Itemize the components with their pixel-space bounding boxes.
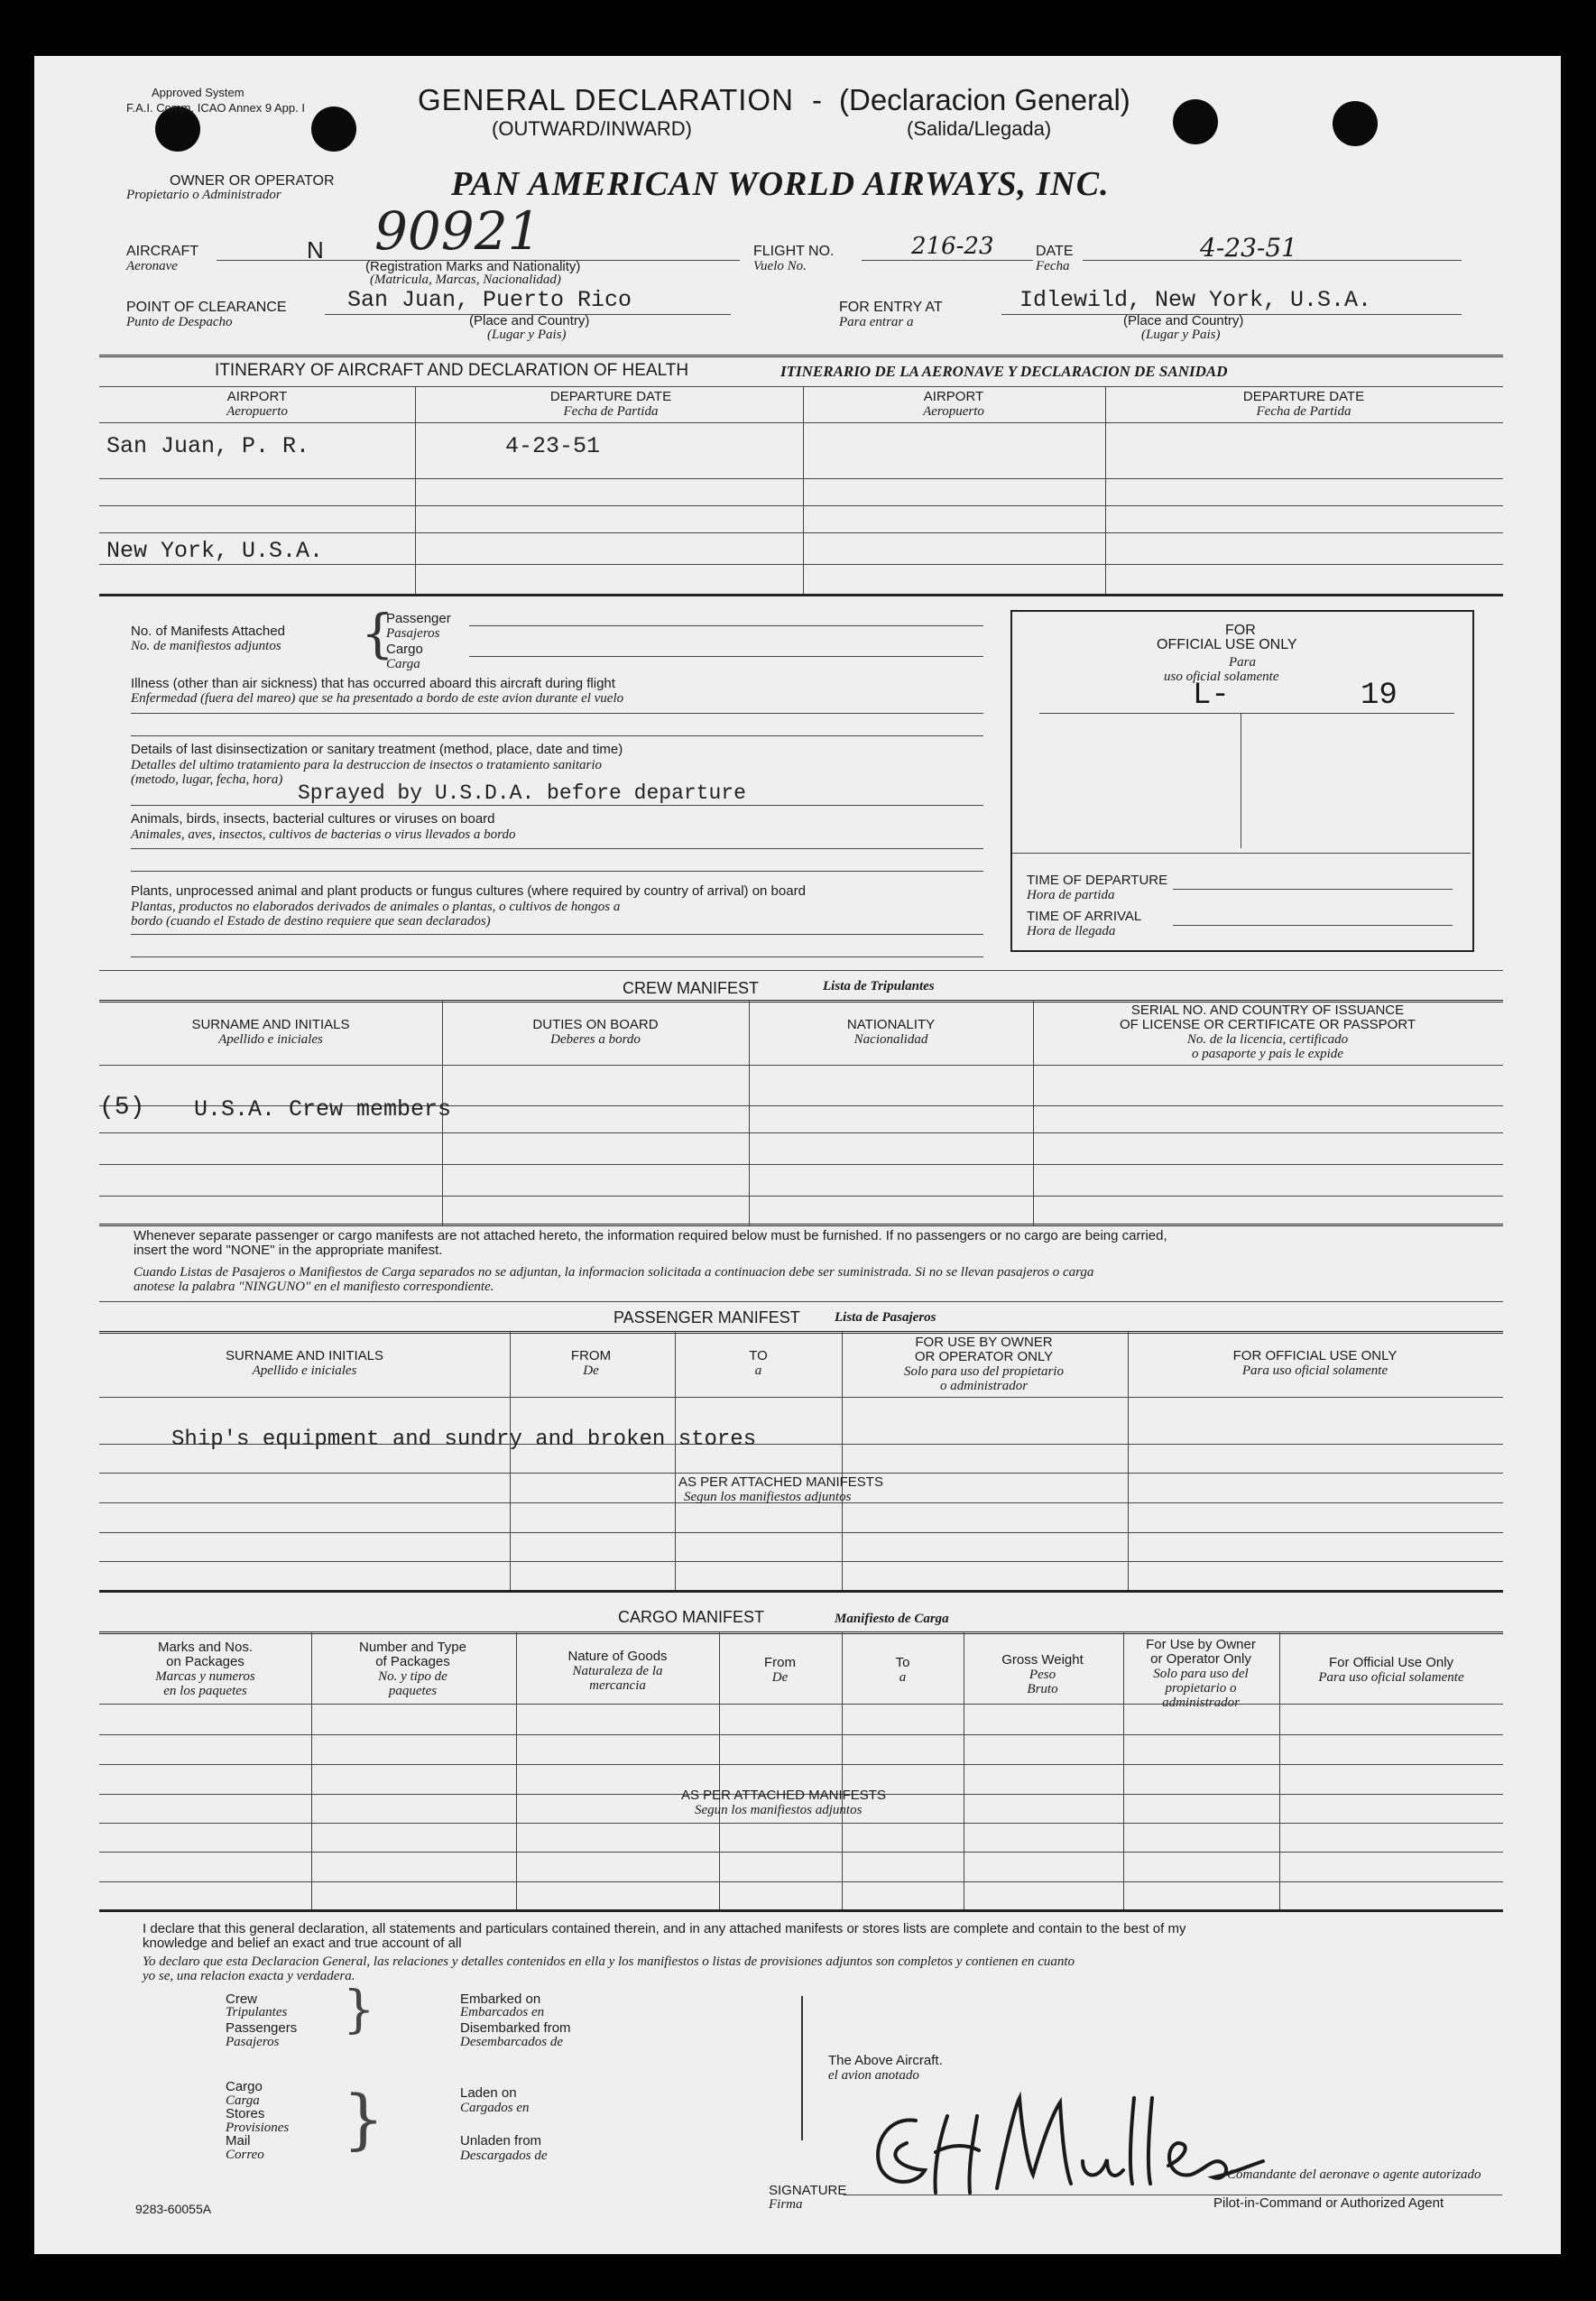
decl-embarked-label: Embarked on <box>460 1991 541 2007</box>
declaration-text-spanish: Yo declaro que esta Declaracion General, las relaciones y detalles contenidos en ella y los manifiestos o listas de provisiones adjuntos son completos y contienen en cuanto <box>143 1954 1075 1969</box>
official-stamp-a: L- <box>1193 679 1230 713</box>
manifests-label: No. of Manifests Attached <box>131 624 285 639</box>
passenger-entry: Ship's equipment and sundry and broken stores <box>171 1428 757 1452</box>
cargo-to-header: To a <box>895 1655 910 1685</box>
crew-col-divider <box>1033 1000 1034 1225</box>
official-box-rule <box>1012 853 1471 854</box>
punch-hole-icon <box>1333 101 1378 146</box>
itinerary-row-rule <box>99 532 1503 533</box>
passenger-col-divider <box>675 1331 676 1593</box>
manifests-passenger-line <box>469 625 983 626</box>
itinerary-airport-header: AIRPORT Aeropuerto <box>226 389 288 419</box>
itinerary-top-rule <box>99 355 1503 360</box>
disinsect-label: Details of last disinsectization or sanitary treatment (method, place, date and time) <box>131 742 623 757</box>
itinerary-title-spanish: ITINERARIO DE LA AERONAVE Y DECLARACION DE SANIDAD <box>780 363 1228 380</box>
notice-text-spanish-2: anotese la palabra "NINGUNO" en el manifiesto correspondiente. <box>134 1280 494 1294</box>
manifests-passenger-label: Passenger <box>386 611 451 626</box>
disinsect-label-spanish-2: (metodo, lugar, fecha, hora) <box>131 772 283 787</box>
cargo-from-header: From De <box>764 1655 796 1685</box>
cargo-per-manifests-es: Segun los manifiestos adjuntos <box>695 1803 863 1817</box>
decl-crew-label: Crew <box>226 1991 258 2007</box>
decl-cargo-label: Cargo <box>226 2079 263 2094</box>
cargo-owner-header: For Use by Owner or Operator Only Solo para uso del propietario o administrador <box>1146 1637 1256 1710</box>
notice-text: Whenever separate passenger or cargo manifests are not attached hereto, the information required below must be furnished. If no passengers or no cargo are being carried, <box>134 1228 1167 1243</box>
decl-stores-label-es: Provisiones <box>226 2121 290 2135</box>
decl-mail-label-es: Correo <box>226 2148 264 2162</box>
crew-duties-header: DUTIES ON BOARD Deberes a bordo <box>532 1017 659 1047</box>
owner-label-spanish: Propietario o Administrador <box>126 188 281 202</box>
cargo-row-rule <box>99 1881 1503 1882</box>
date-label: DATE <box>1036 244 1074 259</box>
form-subtitle-spanish: (Salida/Llegada) <box>907 117 1052 140</box>
plants-label-spanish-2: bordo (cuando el Estado de destino requiere que sean declarados) <box>131 914 491 929</box>
cargo-weight-header: Gross Weight Peso Bruto <box>1001 1652 1084 1696</box>
illness-line <box>131 735 983 736</box>
cargo-title-spanish: Manifiesto de Carga <box>835 1612 949 1626</box>
decl-brace-2: } <box>343 2081 384 2157</box>
illness-label: Illness (other than air sickness) that has occurred aboard this aircraft during flight <box>131 676 615 691</box>
clearance-value: San Juan, Puerto Rico <box>347 287 632 313</box>
passenger-to-header: TO a <box>749 1348 768 1378</box>
aircraft-registration-value: 90921 <box>374 200 541 262</box>
animals-label-spanish: Animales, aves, insectos, cultivos de bacterias o virus llevados a bordo <box>131 827 516 842</box>
passenger-owner-header: FOR USE BY OWNER OR OPERATOR ONLY Solo para uso del propietario o administrador <box>904 1335 1064 1393</box>
crew-row-rule <box>99 1164 1503 1165</box>
aircraft-no-label: N <box>307 236 324 263</box>
cargo-col-divider <box>516 1631 517 1911</box>
notice-text-spanish: Cuando Listas de Pasajeros o Manifiestos de Carga separados no se adjuntan, la informacion solicitada a continuacion debe ser suministrada. Si no se llevan pasajeros o carga <box>134 1265 1094 1280</box>
official-for-label: FOR <box>1225 623 1256 638</box>
passenger-per-manifests: AS PER ATTACHED MANIFESTS <box>678 1474 883 1490</box>
passenger-per-manifests-es: Segun los manifiestos adjuntos <box>684 1490 852 1504</box>
signature-label: SIGNATURE <box>769 2183 847 2198</box>
decl-mail-label: Mail <box>226 2133 251 2149</box>
crew-count: (5) <box>99 1094 145 1122</box>
manifests-passenger-label-es: Pasajeros <box>386 626 440 641</box>
illness-line <box>131 713 983 714</box>
notice-text-2: insert the word "NONE" in the appropriate manifest. <box>134 1243 443 1258</box>
official-use-label-es: Para <box>1229 655 1256 670</box>
entry-note-spanish: (Lugar y Pais) <box>1141 328 1221 342</box>
registration-note: (Registration Marks and Nationality) <box>365 259 581 274</box>
passenger-header-rule <box>99 1331 1503 1336</box>
manifests-cargo-line <box>469 656 983 657</box>
cargo-col-divider <box>1279 1631 1280 1911</box>
cargo-col-divider <box>719 1631 720 1911</box>
aircraft-label-spanish: Aeronave <box>126 259 178 273</box>
passenger-row-rule <box>99 1397 1503 1398</box>
animals-label: Animals, birds, insects, bacterial cultures or viruses on board <box>131 811 495 827</box>
clearance-note: (Place and Country) <box>469 313 590 328</box>
form-title: GENERAL DECLARATION <box>418 83 794 116</box>
decl-unladen-label: Unladen from <box>460 2133 542 2149</box>
owner-label: OWNER OR OPERATOR <box>170 173 335 189</box>
passenger-row-rule <box>99 1561 1503 1562</box>
cargo-goods-header: Nature of Goods Naturaleza de la mercancia <box>567 1649 668 1693</box>
entry-label-spanish: Para entrar a <box>839 315 914 329</box>
plants-line <box>131 934 983 935</box>
itinerary-row-rule <box>99 478 1503 479</box>
decl-bracket-line <box>801 1996 803 2140</box>
decl-stores-label: Stores <box>226 2106 265 2121</box>
crew-surname-header: SURNAME AND INITIALS Apellido e iniciales <box>191 1017 350 1047</box>
animals-line <box>131 848 983 849</box>
clearance-label: POINT OF CLEARANCE <box>126 300 287 315</box>
crew-row-rule <box>99 1196 1503 1197</box>
time-arrival-line <box>1173 925 1453 926</box>
cargo-per-manifests: AS PER ATTACHED MANIFESTS <box>681 1788 886 1803</box>
itinerary-airport-1: San Juan, P. R. <box>106 433 310 459</box>
decl-above-aircraft: The Above Aircraft. <box>828 2053 943 2068</box>
decl-above-aircraft-es: el avion anotado <box>828 2068 919 2083</box>
itinerary-airport-2: New York, U.S.A. <box>106 538 324 564</box>
crew-col-divider <box>749 1000 750 1225</box>
cargo-row-rule <box>99 1823 1503 1824</box>
plants-line <box>131 956 983 957</box>
cargo-row-rule <box>99 1704 1503 1705</box>
crew-title: CREW MANIFEST <box>623 979 759 997</box>
cargo-col-divider <box>1123 1631 1124 1911</box>
official-stamp-line <box>1039 713 1454 714</box>
passenger-surname-header: SURNAME AND INITIALS Apellido e iniciales <box>225 1348 384 1378</box>
time-departure-line <box>1173 889 1453 890</box>
itinerary-date-header: DEPARTURE DATE Fecha de Partida <box>549 389 672 419</box>
itinerary-airport-header-2: AIRPORT Aeropuerto <box>923 389 984 419</box>
passenger-bottom-rule <box>99 1590 1503 1593</box>
owner-value: PAN AMERICAN WORLD AIRWAYS, INC. <box>451 165 1110 203</box>
itinerary-row-rule <box>99 564 1503 565</box>
crew-title-spanish: Lista de Tripulantes <box>823 979 935 993</box>
passenger-from-header: FROM De <box>570 1348 612 1378</box>
cargo-official-header: For Official Use Only Para uso oficial solamente <box>1318 1655 1464 1685</box>
itinerary-date-header-2: DEPARTURE DATE Fecha de Partida <box>1242 389 1365 419</box>
entry-note: (Place and Country) <box>1123 313 1244 328</box>
form-subtitle: (OUTWARD/INWARD) <box>492 117 692 140</box>
punch-hole-icon <box>1173 99 1218 144</box>
official-use-label: OFFICIAL USE ONLY <box>1157 637 1297 652</box>
itinerary-row-rule <box>99 505 1503 506</box>
decl-embarked-label-es: Embarcados en <box>460 2005 545 2019</box>
cargo-row-rule <box>99 1764 1503 1765</box>
decl-pax-label: Passengers <box>226 2020 298 2036</box>
itinerary-header-rule <box>99 386 1503 387</box>
passenger-title-spanish: Lista de Pasajeros <box>835 1310 936 1325</box>
passenger-top-rule <box>99 1301 1503 1302</box>
entry-label: FOR ENTRY AT <box>839 300 943 315</box>
itinerary-title: ITINERARY OF AIRCRAFT AND DECLARATION OF HEALTH <box>215 361 689 380</box>
icao-annex-label: F.A.I. Comm. ICAO Annex 9 App. I <box>126 101 305 115</box>
time-departure-label: TIME OF DEPARTURE <box>1027 873 1168 888</box>
decl-disembarked-label-es: Desembarcados de <box>460 2035 564 2049</box>
crew-entry: U.S.A. Crew members <box>194 1096 452 1123</box>
passenger-row-rule <box>99 1532 1503 1533</box>
clearance-label-spanish: Punto de Despacho <box>126 315 233 329</box>
passenger-col-divider <box>1128 1331 1129 1593</box>
decl-cargo-label-es: Carga <box>226 2093 260 2108</box>
approved-system-label: Approved System <box>152 86 244 99</box>
title-dash: - <box>812 83 822 116</box>
entry-value: Idlewild, New York, U.S.A. <box>1019 287 1372 313</box>
clearance-note-spanish: (Lugar y Pais) <box>487 328 567 342</box>
time-arrival-label-es: Hora de llegada <box>1027 924 1116 938</box>
itinerary-bottom-rule <box>99 594 1503 596</box>
cargo-row-rule <box>99 1852 1503 1853</box>
passenger-row-rule <box>99 1473 1503 1474</box>
punch-hole-icon <box>311 106 356 152</box>
flight-label-spanish: Vuelo No. <box>753 259 807 273</box>
form-title-spanish: (Declaracion General) <box>839 83 1130 116</box>
cargo-header-rule <box>99 1631 1503 1637</box>
cargo-row-rule <box>99 1734 1503 1735</box>
time-arrival-label: TIME OF ARRIVAL <box>1027 909 1142 924</box>
decl-disembarked-label: Disembarked from <box>460 2020 571 2036</box>
date-label-spanish: Fecha <box>1036 259 1070 273</box>
crew-row-rule <box>99 1132 1503 1133</box>
disinsect-value: Sprayed by U.S.D.A. before departure <box>298 781 746 805</box>
form-number: 9283-60055A <box>135 2202 212 2216</box>
cargo-packages-header: Number and Type of Packages No. y tipo de paquetes <box>359 1640 466 1698</box>
manifests-label-spanish: No. de manifiestos adjuntos <box>131 639 281 653</box>
plants-label-spanish: Plantas, productos no elaborados derivados de animales o plantas, o cultivos de hongos a <box>131 900 621 914</box>
declaration-text-spanish-2: yo se, una relacion exacta y verdadera. <box>143 1969 355 1983</box>
animals-line <box>131 871 983 872</box>
cargo-marks-header: Marks and Nos. on Packages Marcas y numeros en los paquetes <box>155 1640 255 1698</box>
registration-note-spanish: (Matricula, Marcas, Nacionalidad) <box>370 273 561 287</box>
plants-label: Plants, unprocessed animal and plant products or fungus cultures (where required by country of arrival) on board <box>131 883 806 899</box>
flight-number-value: 216-23 <box>911 233 994 260</box>
passenger-title: PASSENGER MANIFEST <box>613 1308 800 1326</box>
disinsect-line <box>131 805 983 806</box>
decl-laden-label-es: Cargados en <box>460 2101 530 2115</box>
crew-top-rule <box>99 970 1503 971</box>
decl-crew-label-es: Tripulantes <box>226 2005 288 2019</box>
signature-caption: Comandante del aeronave o agente autorizado <box>1227 2167 1481 2182</box>
decl-brace-1: } <box>343 1981 375 2039</box>
cargo-bottom-rule <box>99 1909 1503 1912</box>
official-use-label-es-2: uso oficial solamente <box>1164 670 1279 684</box>
date-underline <box>1083 260 1462 261</box>
date-value: 4-23-51 <box>1200 233 1297 263</box>
passenger-official-header: FOR OFFICIAL USE ONLY Para uso oficial solamente <box>1232 1348 1398 1378</box>
itinerary-date-1: 4-23-51 <box>505 433 601 459</box>
cargo-title: CARGO MANIFEST <box>618 1608 765 1626</box>
decl-pax-label-es: Pasajeros <box>226 2035 280 2049</box>
itinerary-row-rule <box>99 422 1503 423</box>
cargo-col-divider <box>311 1631 312 1911</box>
crew-row-rule <box>99 1065 1503 1066</box>
declaration-text-2: knowledge and belief an exact and true account of all <box>143 1936 462 1951</box>
signature-label-es: Firma <box>769 2197 803 2212</box>
flight-label: FLIGHT NO. <box>753 244 835 259</box>
time-departure-label-es: Hora de partida <box>1027 888 1115 902</box>
flight-underline <box>862 260 1033 261</box>
decl-laden-label: Laden on <box>460 2085 517 2101</box>
aircraft-label: AIRCRAFT <box>126 244 198 259</box>
cargo-col-divider <box>842 1631 843 1911</box>
manifests-cargo-label-es: Carga <box>386 657 420 671</box>
manifests-brace: { <box>361 603 394 664</box>
manifests-cargo-label: Cargo <box>386 642 423 657</box>
illness-label-spanish: Enfermedad (fuera del mareo) que se ha presentado a bordo de este avion durante el vuelo <box>131 691 624 706</box>
passenger-col-divider <box>510 1331 511 1593</box>
official-stamp-b: 19 <box>1361 679 1398 713</box>
declaration-text: I declare that this general declaration, all statements and particulars contained therein, and in any attached manifests or stores lists are complete and contain to the best of my <box>143 1921 1186 1936</box>
decl-unladen-label-es: Descargados de <box>460 2149 548 2163</box>
signature-caption-2: Pilot-in-Command or Authorized Agent <box>1213 2195 1444 2211</box>
passenger-col-divider <box>842 1331 843 1593</box>
handwritten-signature <box>862 2080 1277 2215</box>
disinsect-label-spanish: Detalles del ultimo tratamiento para la destruccion de insectos o tratamiento sanitario <box>131 758 603 772</box>
crew-nationality-header: NATIONALITY Nacionalidad <box>846 1017 936 1047</box>
crew-serial-header: SERIAL NO. AND COUNTRY OF ISSUANCE OF LICENSE OR CERTIFICATE OR PASSPORT No. de la licencia, certificado o pasaporte y pais le expide <box>1119 1003 1416 1061</box>
